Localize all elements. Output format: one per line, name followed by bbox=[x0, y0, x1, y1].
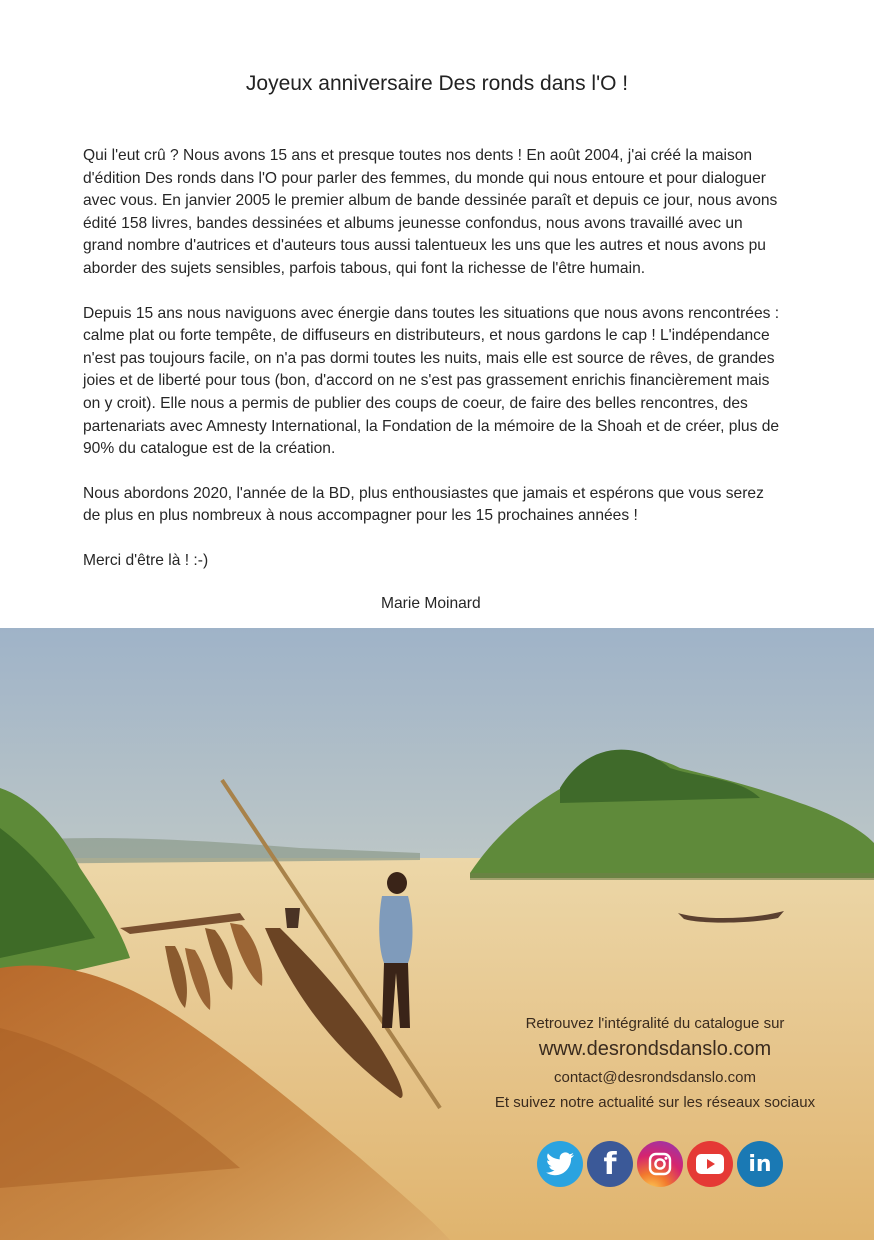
catalogue-line: Retrouvez l'intégralité du catalogue sur bbox=[525, 1015, 785, 1032]
letter-paragraph: Nous abordons 2020, l'année de la BD, plus enthousiastes que jamais et espérons que vous serez de plus en plus nombreux à nous accompagner pour les 15 prochaines années ! bbox=[83, 484, 764, 525]
letter-paragraph: Depuis 15 ans nous naviguons avec énergie dans toutes les situations que nous avons rencontrées : calme plat ou forte tempête, de diffuseurs en distributeurs, et nous gardons le cap ! L'indépendance n'est pas toujours facile, on n'a pas dormi toutes les nuits, mais elle est source de rêves, de grandes joies et de liberté pour tous (bon, d'accord on ne s'est pas grassement enrichis financièrement mais on y croit). Elle nous a permis de publier des coups de coeur, de faire des belles rencontres, des partenariats avec Amnesty International, la Fondation de la mémoire de la Shoah et de créer, plus de 90% du catalogue est de la création. bbox=[83, 304, 780, 458]
twitter-icon[interactable] bbox=[537, 1141, 583, 1187]
signature: Marie Moinard bbox=[381, 595, 481, 612]
email-link[interactable]: contact@desrondsdanslo.com bbox=[553, 1069, 756, 1086]
social-line: Et suivez notre actualité sur les réseaux sociaux bbox=[494, 1094, 816, 1111]
letter-body bbox=[83, 145, 783, 573]
promo-block bbox=[470, 1015, 840, 1111]
instagram-icon[interactable] bbox=[637, 1141, 683, 1187]
social-icons bbox=[537, 1141, 783, 1187]
page-title: Joyeux anniversaire Des ronds dans l'O ! bbox=[245, 72, 629, 95]
letter-closing: Merci d'être là ! :-) bbox=[83, 551, 209, 569]
youtube-icon[interactable] bbox=[687, 1141, 733, 1187]
website-link[interactable]: www.desrondsdanslo.com bbox=[538, 1038, 772, 1060]
letter-paragraph: Qui l'eut crû ? Nous avons 15 ans et presque toutes nos dents ! En août 2004, j'ai créé la maison d'édition Des ronds dans l'O pour parler des femmes, du monde qui nous entoure et pour dialoguer avec vous. En janvier 2005 le premier album de bande dessinée paraît et depuis ce jour, nous avons édité 158 livres, bandes dessinées et albums jeunesse confondus, nous avons travaillé avec un grand nombre d'autrices et d'auteurs tous aussi talentueux les uns que les autres et nous avons pu aborder des sujets sensibles, parfois tabous, qui font la richesse de l'être humain. bbox=[83, 147, 778, 277]
linkedin-icon[interactable]: in bbox=[737, 1141, 783, 1187]
facebook-icon[interactable]: f bbox=[587, 1141, 633, 1187]
